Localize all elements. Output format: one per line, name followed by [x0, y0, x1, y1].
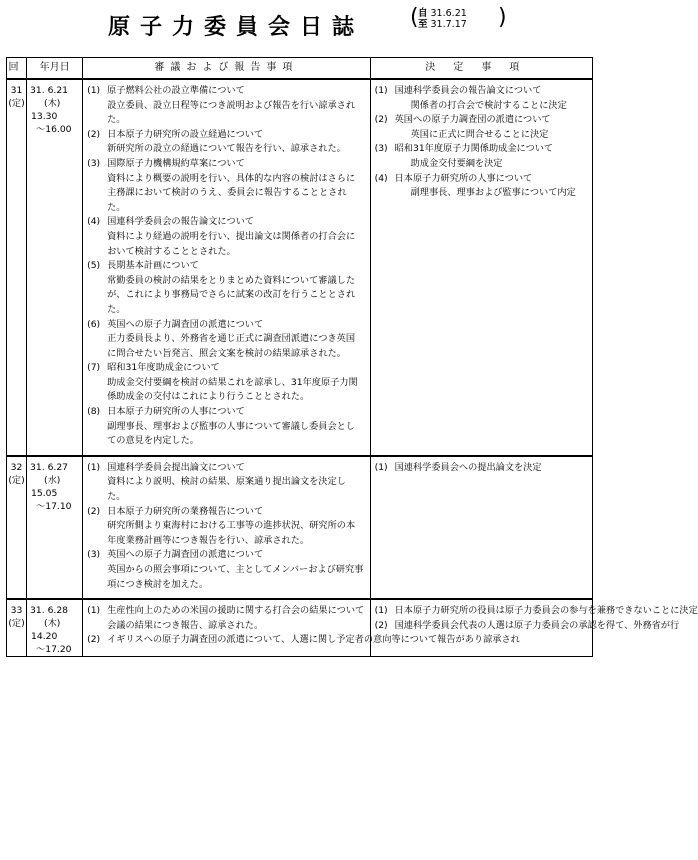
- session-date: 31. 6.27: [30, 461, 69, 473]
- decision-item: [375, 142, 588, 171]
- matter-heading: [87, 157, 365, 172]
- decision-title: 国連科学委員会への提出論文を決定: [394, 461, 542, 473]
- session-date-cell: [27, 79, 83, 456]
- session-time-start: 15.05: [31, 487, 58, 499]
- decision-body: 関係者の打合会で検討することに決定: [410, 99, 567, 111]
- session-time-end: ～17.20: [36, 644, 72, 656]
- period-to-label: 至: [418, 19, 428, 30]
- matter-body: 研究所側より東海村における工事等の進捗状況、研究所の本年度業務計画等につき報告を行い、諒承された。: [107, 520, 356, 546]
- decision-item: [375, 172, 588, 201]
- matter-number: (1): [87, 85, 101, 96]
- matter-heading: [87, 259, 365, 274]
- matter-body: 助成金交付要綱を検討の結果これを諒承し、31年度原子力関係助成金の交付はこれにより行うこととされた。: [107, 376, 358, 403]
- matter-item: [87, 259, 365, 317]
- decision-heading: [375, 142, 588, 157]
- matter-number: (1): [87, 461, 101, 473]
- matter-item: [87, 157, 365, 215]
- matter-title: 英国への原子力調査団の派遣について: [107, 549, 264, 561]
- matter-body: 新研究所の設立の経過について報告を行い、諒承された。: [107, 143, 346, 155]
- period-to-row: [418, 19, 467, 30]
- matter-number: (2): [87, 634, 101, 646]
- session-time-end: ～16.00: [36, 124, 72, 135]
- session-date-cell: [27, 456, 83, 599]
- header-matters: 審議および報告事項: [83, 58, 370, 80]
- period-right-paren: ): [498, 5, 507, 30]
- session-date: 31. 6.28: [30, 605, 69, 617]
- matter-title: 日本原子力研究所の設立経過について: [107, 128, 264, 140]
- decision-item: [375, 113, 588, 142]
- matter-item: [87, 548, 365, 592]
- matter-title: 日本原子力研究所の人事について: [107, 406, 245, 418]
- matter-number: (1): [87, 605, 101, 617]
- matter-title: 長期基本計画について: [107, 260, 199, 272]
- matter-item: [87, 84, 365, 128]
- matter-number: (5): [87, 260, 101, 272]
- period-range: [410, 5, 507, 30]
- period-from: 31.6.21: [430, 8, 467, 19]
- decision-item: [375, 461, 588, 476]
- matter-heading: [87, 405, 365, 420]
- period-to: 31.7.17: [430, 19, 467, 30]
- matter-body: 資料により経過の説明を行い、提出論文は関係者の打合会において検討することとされた。: [107, 230, 356, 257]
- decision-body: 助成金交付要綱を決定: [410, 157, 503, 169]
- session-row: [7, 79, 593, 456]
- session-weekday: (水): [44, 474, 61, 486]
- decision-number: (3): [374, 143, 388, 155]
- matter-number: (4): [87, 216, 101, 228]
- decision-title: 昭和31年度原子力関係助成金について: [394, 143, 554, 155]
- decision-title: 日本原子力研究所の人事について: [394, 172, 533, 184]
- matter-title: 日本原子力研究所の業務報告について: [107, 505, 264, 517]
- decision-heading: [375, 84, 588, 99]
- matter-number: (2): [87, 128, 101, 140]
- decision-title: 国連科学委員会代表の人選は原子力委員会の承認を得て、外務省が行: [394, 619, 680, 631]
- session-weekday: (木): [44, 98, 61, 109]
- matter-number: (6): [87, 318, 101, 330]
- session-row: [7, 599, 593, 657]
- decisions-cell: [370, 79, 592, 456]
- log-body: [7, 79, 698, 657]
- decision-item: [374, 604, 698, 619]
- matter-heading: [87, 318, 365, 333]
- session-number: 31: [10, 85, 23, 96]
- header-no: 回: [7, 58, 27, 80]
- matter-item: [87, 361, 365, 405]
- matter-body: 設立委員、設立日程等につき説明および報告を行い諒承された。: [107, 99, 356, 126]
- matter-item: [87, 215, 365, 259]
- matter-heading: [87, 361, 365, 376]
- log-table: [6, 57, 698, 657]
- decision-body: 英国に正式に問合せることに決定: [410, 128, 549, 140]
- header-decisions: 決定事項: [370, 58, 592, 80]
- decision-number: (2): [374, 114, 388, 126]
- decision-number: (4): [374, 172, 388, 184]
- title-area: [0, 5, 600, 44]
- decision-heading: [375, 113, 588, 128]
- matter-title: 国連科学委員会の報告論文について: [107, 216, 254, 228]
- matter-number: (2): [87, 505, 101, 517]
- period-left-paren: (: [410, 5, 419, 30]
- matter-heading: [87, 505, 365, 520]
- session-date: 31. 6.21: [30, 85, 69, 96]
- decision-number: (2): [374, 619, 388, 631]
- decision-heading: [374, 619, 680, 634]
- matter-heading: [87, 128, 365, 143]
- matters-cell: [83, 599, 520, 657]
- decision-number: (1): [374, 605, 388, 617]
- decision-heading: [375, 461, 588, 476]
- matters-cell: [83, 79, 370, 456]
- session-time-end: ～17.10: [36, 500, 72, 512]
- session-kind: (定): [8, 618, 25, 630]
- matter-title: イギリスへの原子力調査団の派遣について、人選に関し予定者の意向等について報告があり諒承され: [107, 634, 520, 646]
- matter-title: 国際原子力機構規約草案について: [107, 157, 245, 169]
- matter-number: (3): [87, 549, 101, 561]
- matter-heading: [87, 548, 365, 563]
- decision-heading: [374, 604, 698, 619]
- matter-body: 英国からの照会事項について、主としてメンバーおよび研究事項につき検討を加えた。: [107, 564, 364, 590]
- decision-number: (1): [374, 461, 388, 473]
- matter-title: 原子燃料公社の設立準備について: [107, 85, 245, 96]
- matter-heading: [87, 215, 365, 230]
- matter-body: 資料により概要の説明を行い、具体的な内容の検討はさらに主務課において検討のうえ、委員会に報告することとされた。: [107, 172, 356, 213]
- decision-body: 副理事長、理事および監事について内定: [410, 187, 576, 199]
- matter-item: [87, 505, 365, 549]
- matter-title: 生産性向上のための米国の援助に関する打合会の結果について: [107, 605, 365, 617]
- matter-body: 常勤委員の検討の結果をとりまとめた資料について審議したが、これにより事務局でさらに試案の改訂を行うこととされた。: [107, 274, 356, 315]
- matter-item: [87, 604, 365, 633]
- decision-number: (1): [374, 85, 388, 96]
- header-date: 年月日: [27, 58, 83, 80]
- page-title: 原子力委員会日誌: [108, 15, 365, 40]
- matter-body: 副理事長、理事および監事の人事について審議し委員会としての意見を内定した。: [107, 420, 356, 447]
- period-from-row: [418, 8, 467, 19]
- matter-title: 国連科学委員会提出論文について: [107, 461, 245, 473]
- header-row: [7, 58, 593, 80]
- matter-item: [87, 128, 365, 157]
- decision-heading: [375, 172, 588, 187]
- matter-body: 資料により説明、検討の結果、原案通り提出論文を決定した。: [107, 476, 346, 503]
- period-from-label: 自: [418, 8, 428, 19]
- matter-item: [87, 405, 365, 449]
- matter-item: [87, 633, 520, 648]
- matters-cell: [83, 456, 370, 599]
- decisions-cell: [370, 456, 592, 599]
- decision-title: 日本原子力研究所の役員は原子力委員会の参与を兼務できないことに決定: [394, 605, 698, 617]
- decision-item: [375, 84, 588, 113]
- session-time-start: 13.30: [31, 111, 58, 122]
- session-number: 32: [10, 461, 23, 473]
- matter-number: (7): [87, 362, 101, 374]
- session-weekday: (木): [44, 618, 61, 630]
- session-kind: (定): [8, 98, 25, 109]
- matter-body: 正力委員長より、外務省を通じ正式に調査団派遣につき英国に問合せたい旨発言、照会文案を検討の結果諒承された。: [107, 333, 356, 359]
- session-kind: (定): [8, 474, 25, 486]
- matter-title: 英国への原子力調査団の派遣について: [107, 318, 264, 330]
- session-date-cell: [27, 599, 83, 657]
- session-number-cell: [7, 599, 27, 657]
- matter-heading: [87, 604, 365, 619]
- matter-item: [87, 318, 365, 362]
- matter-heading: [87, 633, 520, 648]
- matter-heading: [87, 461, 365, 476]
- session-time-start: 14.20: [31, 631, 58, 643]
- matter-title: 昭和31年度助成金について: [107, 362, 220, 374]
- session-number-cell: [7, 79, 27, 456]
- matter-number: (3): [87, 157, 101, 169]
- decisions-cell: [370, 599, 698, 657]
- matter-body: 会議の結果につき報告、諒承された。: [107, 619, 264, 631]
- decision-title: 英国への原子力調査団の派遣について: [394, 114, 551, 126]
- session-number: 33: [10, 605, 23, 617]
- matter-number: (8): [87, 406, 101, 418]
- session-number-cell: [7, 456, 27, 599]
- decision-title: 国連科学委員会の報告論文について: [394, 85, 542, 96]
- decision-item: [374, 619, 680, 634]
- matter-heading: [87, 84, 365, 99]
- session-row: [7, 456, 593, 599]
- matter-item: [87, 461, 365, 505]
